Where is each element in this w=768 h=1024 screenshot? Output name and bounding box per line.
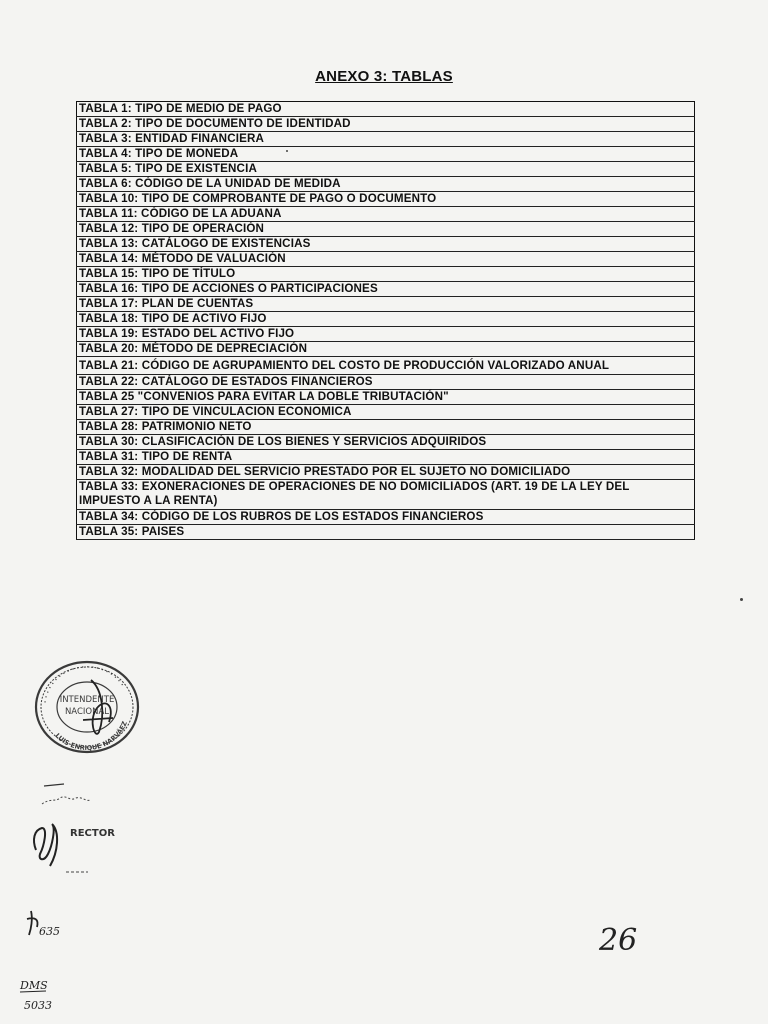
table-row bbox=[77, 420, 695, 435]
table-row-label: TABLA 28: PATRIMONIO NETO bbox=[77, 420, 695, 435]
table-row-label: TABLA 12: TIPO DE OPERACIÓN bbox=[77, 222, 695, 237]
table-row bbox=[77, 510, 695, 525]
table-row-label: TABLA 19: ESTADO DEL ACTIVO FIJO bbox=[77, 327, 695, 342]
table-row bbox=[77, 405, 695, 420]
table-row bbox=[77, 525, 695, 540]
table-row bbox=[77, 480, 695, 510]
dms-label: DMS bbox=[20, 979, 48, 992]
table-row-label: TABLA 10: TIPO DE COMPROBANTE DE PAGO O DOCUMENTO bbox=[77, 192, 695, 207]
initials-number: 635 bbox=[39, 925, 60, 938]
table-row-label: TABLA 33: EXONERACIONES DE OPERACIONES DE NO DOMICILIADOS (ART. 19 DE LA LEY DEL IMPUESTO A LA RENTA) bbox=[77, 480, 695, 510]
table-row bbox=[77, 177, 695, 192]
table-row-label: TABLA 30: CLASIFICACIÓN DE LOS BIENES Y SERVICIOS ADQUIRIDOS bbox=[77, 435, 695, 450]
table-row bbox=[77, 342, 695, 357]
svg-text:· · · · · · · · · · · · · · ·: · · · · · · · · · · · · · · · · · · · · · bbox=[41, 662, 126, 704]
table-row-label: TABLA 3: ENTIDAD FINANCIERA bbox=[77, 132, 695, 147]
table-row-label: TABLA 13: CATÁLOGO DE EXISTENCIAS bbox=[77, 237, 695, 252]
tables-index-body bbox=[77, 102, 695, 540]
table-row-label: TABLA 31: TIPO DE RENTA bbox=[77, 450, 695, 465]
table-row-label: TABLA 17: PLAN DE CUENTAS bbox=[77, 297, 695, 312]
table-row-label: TABLA 2: TIPO DE DOCUMENTO DE IDENTIDAD bbox=[77, 117, 695, 132]
table-row bbox=[77, 375, 695, 390]
director-signature bbox=[30, 780, 140, 890]
table-row-label: TABLA 11: CÓDIGO DE LA ADUANA bbox=[77, 207, 695, 222]
seal-center-line1: INTENDENTE bbox=[59, 695, 115, 705]
official-seal-stamp bbox=[33, 660, 141, 754]
table-row bbox=[77, 222, 695, 237]
table-row bbox=[77, 450, 695, 465]
table-row bbox=[77, 132, 695, 147]
page-number: 26 bbox=[599, 923, 638, 958]
table-row bbox=[77, 282, 695, 297]
table-row-label: TABLA 6: CÓDIGO DE LA UNIDAD DE MEDIDA bbox=[77, 177, 695, 192]
handwritten-page-number bbox=[595, 918, 645, 958]
table-row-label: TABLA 14: MÉTODO DE VALUACIÓN bbox=[77, 252, 695, 267]
table-row bbox=[77, 207, 695, 222]
table-row bbox=[77, 390, 695, 405]
table-row-label: TABLA 25 "CONVENIOS PARA EVITAR LA DOBLE TRIBUTACIÓN" bbox=[77, 390, 695, 405]
scan-speck bbox=[286, 150, 288, 152]
table-row-label: TABLA 34: CÓDIGO DE LOS RUBROS DE LOS ESTADOS FINANCIEROS bbox=[77, 510, 695, 525]
table-row-label: TABLA 1: TIPO DE MEDIO DE PAGO bbox=[77, 102, 695, 117]
table-row-label: TABLA 35: PAISES bbox=[77, 525, 695, 540]
table-row-label: TABLA 15: TIPO DE TÍTULO bbox=[77, 267, 695, 282]
table-row-label: TABLA 16: TIPO DE ACCIONES O PARTICIPACIONES bbox=[77, 282, 695, 297]
table-row bbox=[77, 435, 695, 450]
table-row bbox=[77, 357, 695, 375]
table-row bbox=[77, 147, 695, 162]
table-row bbox=[77, 297, 695, 312]
table-row-label: TABLA 32: MODALIDAD DEL SERVICIO PRESTADO POR EL SUJETO NO DOMICILIADO bbox=[77, 465, 695, 480]
table-row-label: TABLA 27: TIPO DE VINCULACION ECONOMICA bbox=[77, 405, 695, 420]
table-row bbox=[77, 162, 695, 177]
dms-annotation bbox=[18, 975, 68, 1015]
signature-title: RECTOR bbox=[70, 828, 115, 839]
table-row-label: TABLA 22: CATÁLOGO DE ESTADOS FINANCIEROS bbox=[77, 375, 695, 390]
dms-number: 5033 bbox=[24, 999, 52, 1012]
table-row-label: TABLA 5: TIPO DE EXISTENCIA bbox=[77, 162, 695, 177]
table-row bbox=[77, 252, 695, 267]
table-row bbox=[77, 237, 695, 252]
table-row bbox=[77, 327, 695, 342]
table-row bbox=[77, 192, 695, 207]
table-row bbox=[77, 267, 695, 282]
table-row bbox=[77, 465, 695, 480]
table-row-label: TABLA 20: MÉTODO DE DEPRECIACIÓN bbox=[77, 342, 695, 357]
tables-index-table bbox=[76, 101, 695, 540]
table-row bbox=[77, 312, 695, 327]
table-row-label: TABLA 18: TIPO DE ACTIVO FIJO bbox=[77, 312, 695, 327]
table-row bbox=[77, 102, 695, 117]
document-title: ANEXO 3: TABLAS bbox=[315, 68, 453, 85]
table-row-label: TABLA 21: CÓDIGO DE AGRUPAMIENTO DEL COSTO DE PRODUCCIÓN VALORIZADO ANUAL bbox=[77, 357, 695, 375]
seal-center-line2: NACIONAL bbox=[64, 707, 110, 717]
handwritten-initials bbox=[25, 905, 85, 945]
table-row bbox=[77, 117, 695, 132]
table-row-label: TABLA 4: TIPO DE MONEDA bbox=[77, 147, 695, 162]
seal-ring-text: LUIS ENRIQUE NARVÁEZ bbox=[53, 720, 129, 753]
scan-speck bbox=[740, 598, 743, 601]
